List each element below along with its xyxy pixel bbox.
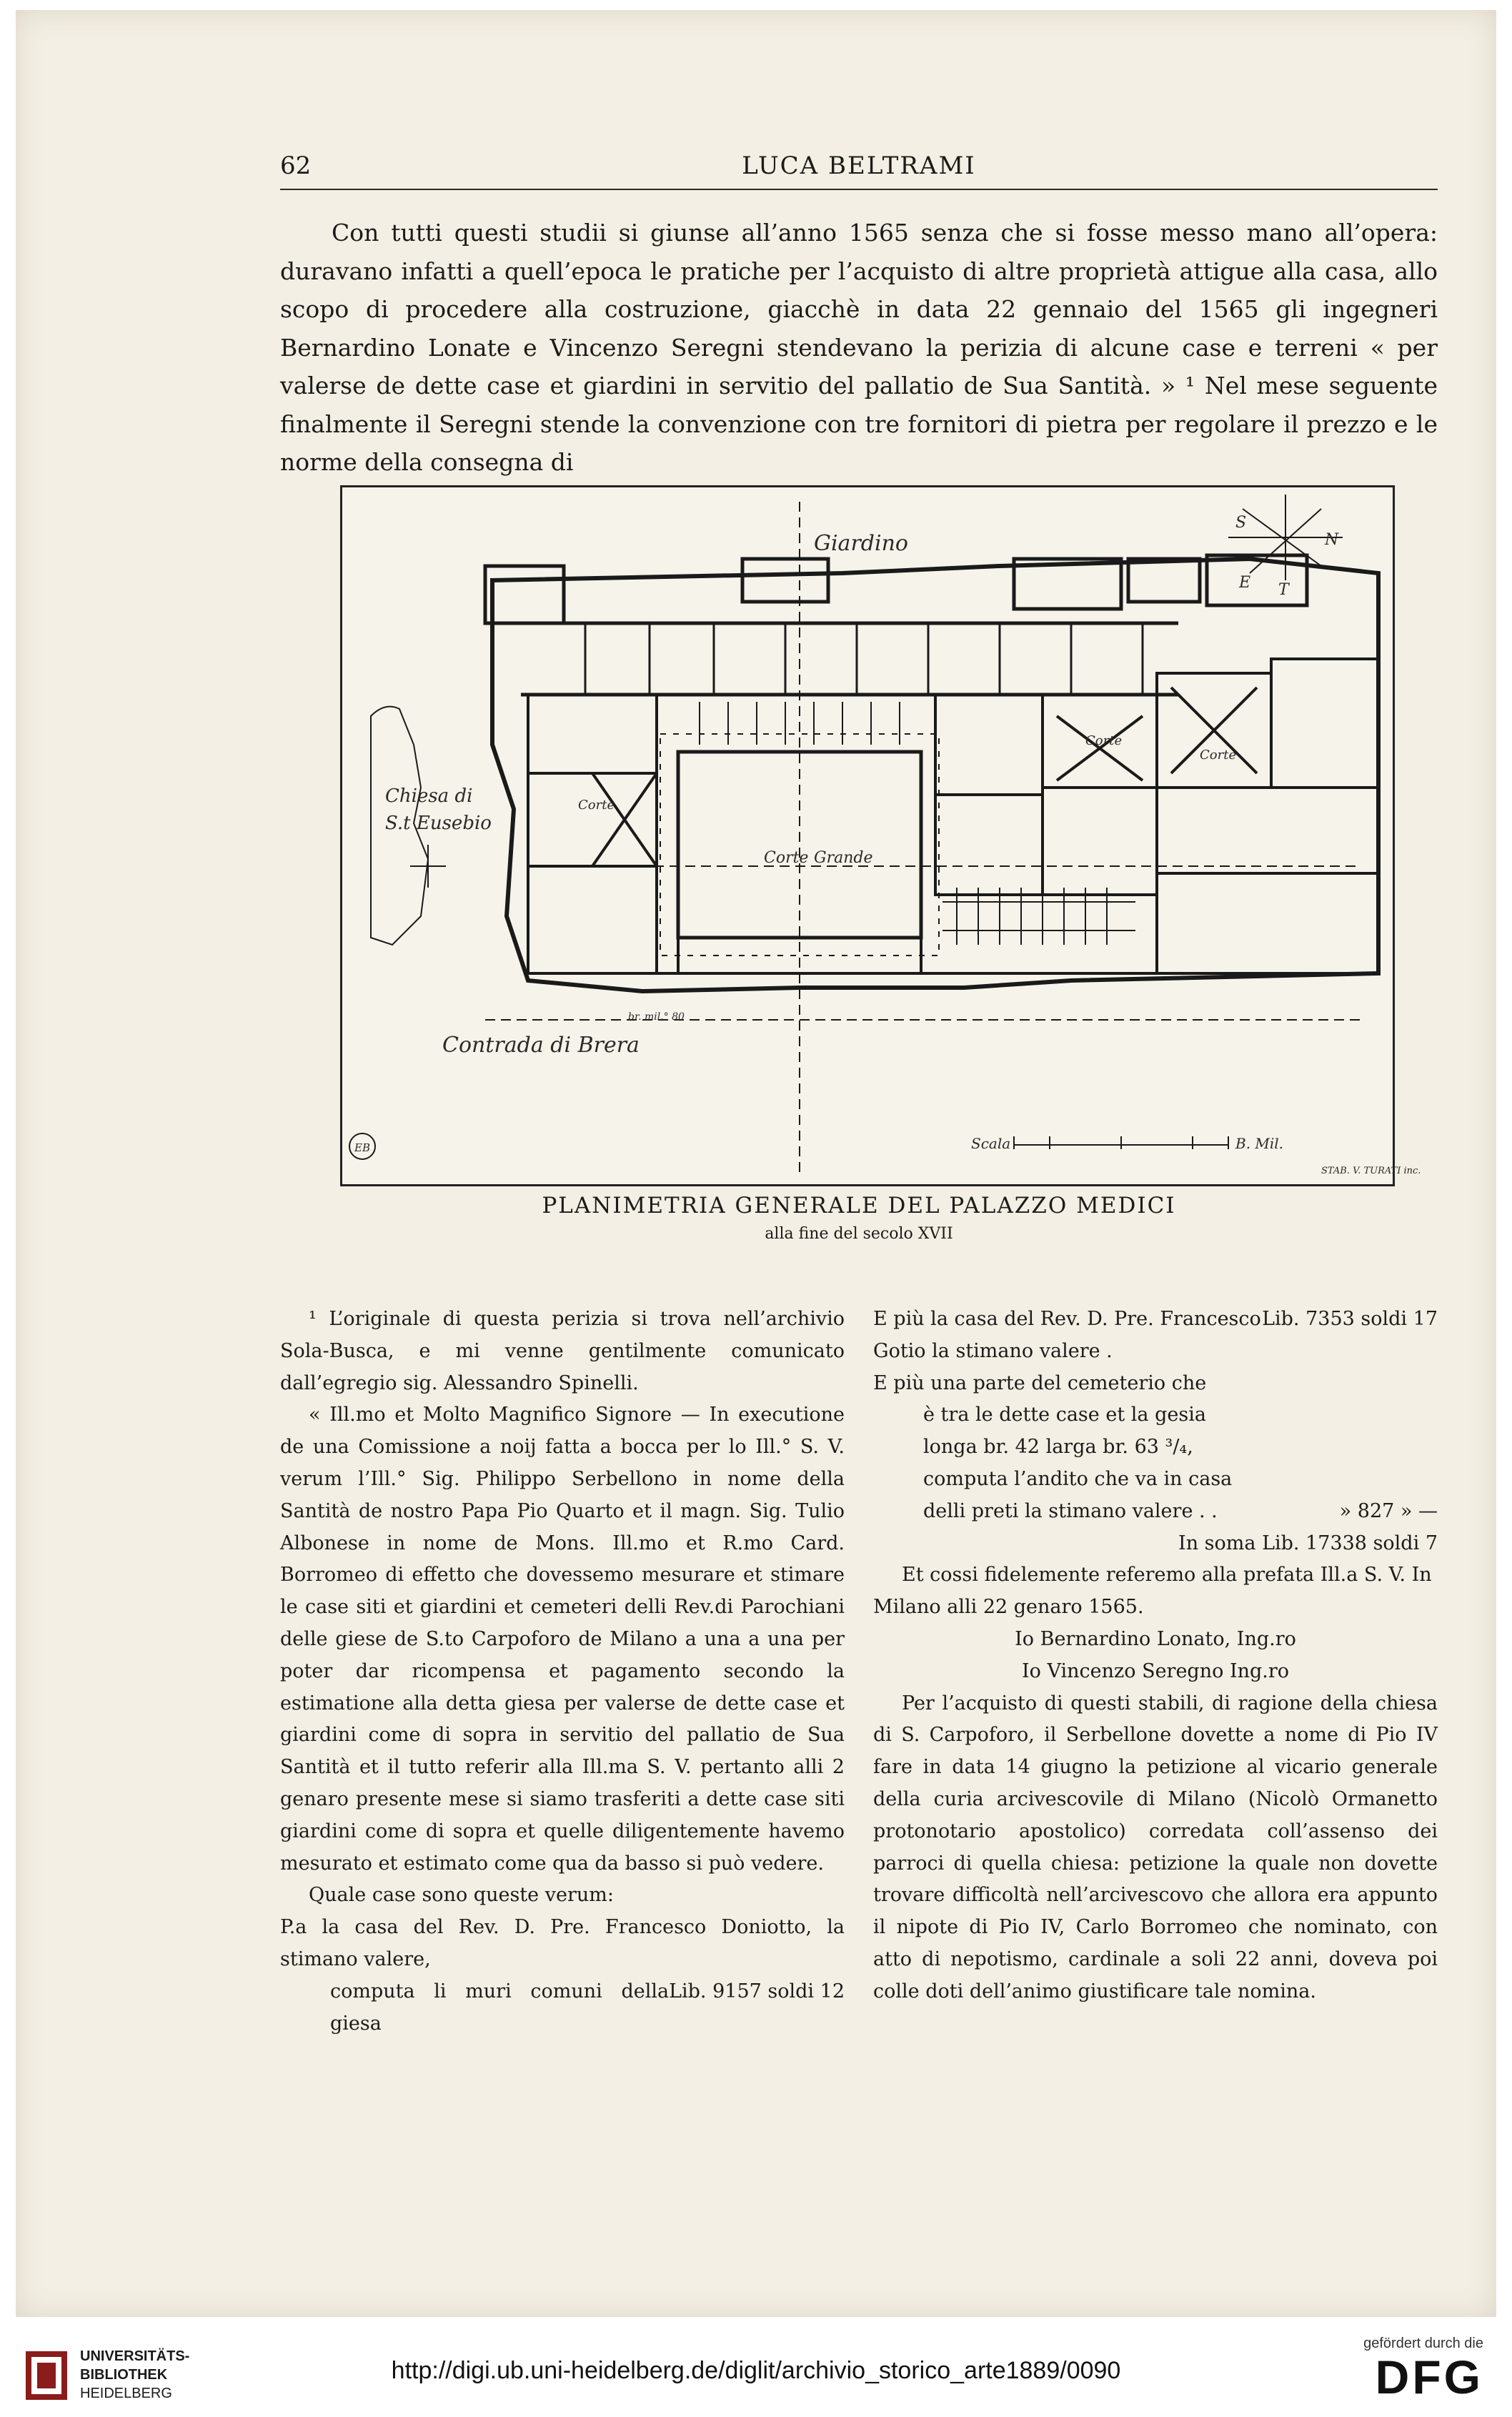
ledger-line-1 (280, 1976, 845, 2040)
footnote-paragraph: ¹ L’originale di questa perizia si trova nell’archivio Sola-Busca, e mi venne gentilmente comunicato dall’egregio sig. Alessandro Spinelli. (280, 1308, 845, 1394)
dfg-wordmark: DFG (1375, 2351, 1483, 2403)
signature-2: Io Vincenzo Seregno Ing.ro (1021, 1659, 1290, 1682)
engraver-credit: STAB. V. TURATI inc. (1321, 1166, 1421, 1176)
running-head: LUCA BELTRAMI (742, 152, 976, 180)
label-corte-small: Corte (578, 798, 615, 813)
label-chiesa-2: S.t Eusebio (385, 813, 492, 834)
compass-t: T (1278, 581, 1289, 599)
ledger-text: computa li muri comuni della giesa (330, 1980, 670, 2035)
document-item-1: P.a la casa del Rev. D. Pre. Francesco Doniotto, la stimano valere, (280, 1916, 845, 1970)
figure-caption-subtitle: alla fine del secolo XVII (765, 1225, 953, 1243)
stamp-initials: EB (354, 1141, 370, 1154)
label-chiesa-1: Chiesa di (385, 785, 473, 807)
label-corte-grande-1: Corte (764, 849, 809, 867)
compass-s: S (1235, 514, 1247, 532)
ledger-amount: Lib. 7353 soldi 17 (1262, 1308, 1438, 1330)
ledger-line-3: E più una parte del cemeterio che (873, 1371, 1207, 1394)
floor-plan-drawing (342, 487, 1421, 1184)
intro-paragraph: Con tutti questi studii si giunse all’anno 1565 senza che si fosse messo mano all’opera: duravano infatti a quell’epoca le pratiche per l’acquisto di altre proprietà attigue alla casa, allo scopo di procedere alla costruzione, giacchè in data 22 gennaio del 1565 gli ingegneri Bernardino Lonate e Vincenzo Seregni stendevano la perizia di alcune case e terreni « per valerse de dette case et giardini in servitio del pallatio de Sua Santità. » ¹ Nel mese seguente finalmente il Seregni stende la convenzione con tre fornitori di pietra per regolare il prezzo e le norme della consegna di (280, 219, 1438, 476)
floor-plan-figure (340, 485, 1421, 1186)
library-name-line-2: BIBLIOTHEK (80, 2367, 168, 2383)
figure-caption-title: PLANIMETRIA GENERALE DEL PALAZZO MEDICI (542, 1193, 1176, 1219)
label-contrada: Contrada di Brera (442, 1033, 640, 1058)
ledger-line-6: computa l’andito che va in casa (923, 1467, 1233, 1490)
label-scale-unit: B. Mil. (1235, 1135, 1284, 1152)
label-corte-grande-2: Grande (814, 849, 873, 867)
body-paragraph: Per l’acquisto di questi stabili, di ragione della chiesa di S. Carpoforo, il Serbellone dovette a nome di Pio IV fare in data 14 giugno la petizione al vicario generale della curia arcivescovile di Milano (Nicolò Ormanetto protonotario apostolico) corredata coll’assenso dei parroci di quella chiesa: petizione la quale non dovette trovare difficoltà nell’arcivescovo che allora era appunto il nipote di Pio IV, Carlo Borromeo che nominato, con atto di nepotismo, cardinale a soli 22 anni, doveva poi colle doti dell’animo giustificare tale nomina. (873, 1692, 1438, 2002)
sponsor-text: gefördert durch die (1363, 2336, 1483, 2351)
viewer-footer (0, 2323, 1512, 2417)
library-name-line-3: HEIDELBERG (80, 2386, 172, 2401)
page-number: 62 (280, 152, 312, 180)
footnote-left-column (280, 1304, 845, 2040)
ledger-text: delli preti la stimano valere . . (923, 1499, 1218, 1522)
ledger-total: In soma Lib. 17338 soldi 7 (1178, 1532, 1438, 1554)
label-scala: Scala (971, 1135, 1011, 1152)
ledger-amount: Lib. 9157 soldi 12 (669, 1980, 845, 2002)
document-closing: Et cossi fidelemente referemo alla prefata Ill.a S. V. In Milano alli 22 genaro 1565. (873, 1564, 1432, 1619)
ledger-text: E più la casa del Rev. D. Pre. Francesco Gotio la stimano valere . (873, 1308, 1261, 1362)
ledger-amount: » 827 » — (1339, 1499, 1438, 1522)
signature-1: Io Bernardino Lonato, Ing.ro (1015, 1627, 1296, 1650)
label-giardino: Giardino (814, 531, 908, 556)
compass-e: E (1239, 574, 1251, 592)
ledger-line-5: longa br. 42 larga br. 63 ³/₄, (923, 1436, 1193, 1459)
permalink-url[interactable]: http://digi.ub.uni-heidelberg.de/diglit/archivio_storico_arte1889/0090 (391, 2357, 1121, 2384)
label-corte-3: Corte (1200, 748, 1237, 763)
right-column (873, 1304, 1438, 2008)
document-list-intro: Quale case sono queste verum: (309, 1884, 614, 1907)
label-corte-2: Corte (1085, 733, 1123, 748)
ledger-line-7 (873, 1496, 1438, 1528)
page-header (280, 146, 1438, 190)
label-br: br. mil.° 80 (628, 1011, 685, 1023)
ledger-line-2 (873, 1304, 1438, 1368)
library-name-line-1: UNIVERSITÄTS- (80, 2348, 190, 2364)
scanned-page (16, 10, 1496, 2317)
intro-text (280, 214, 1438, 482)
document-quote: « Ill.mo et Molto Magnifico Signore — In executione de una Comissione a noij fatta a bocca per lo Ill.° S. V. verum l’Ill.° Sig. Philippo Serbellono in nome della Santità de nostro Papa Pio Quarto et il magn. Sig. Tulio Albonese in nome de Mons. Ill.mo et R.mo Card. Borromeo di effetto che dovessemo mesurare et stimare le case siti et giardini et cemeteri delli Rev.di Parochiani delle giese de S.to Carpoforo de Milano a una a una per poter dar ricompensa et pagamento secondo la estimatione alla detta giesa per valerse de dette case et giardini come di sopra in servitio del pallatio de Sua Santità et il tutto referir alla Ill.ma S. V. pertanto alli 2 genaro presente mese si siamo trasferiti a dette case siti giardini come di sopra et quelle diligentemente havemo mesurato et estimato come qua da basso si può vedere. (280, 1404, 845, 1875)
compass-n: N (1325, 531, 1339, 549)
dfg-logo[interactable] (1341, 2336, 1483, 2402)
ledger-line-4: è tra le dette case et la gesia (923, 1404, 1206, 1426)
